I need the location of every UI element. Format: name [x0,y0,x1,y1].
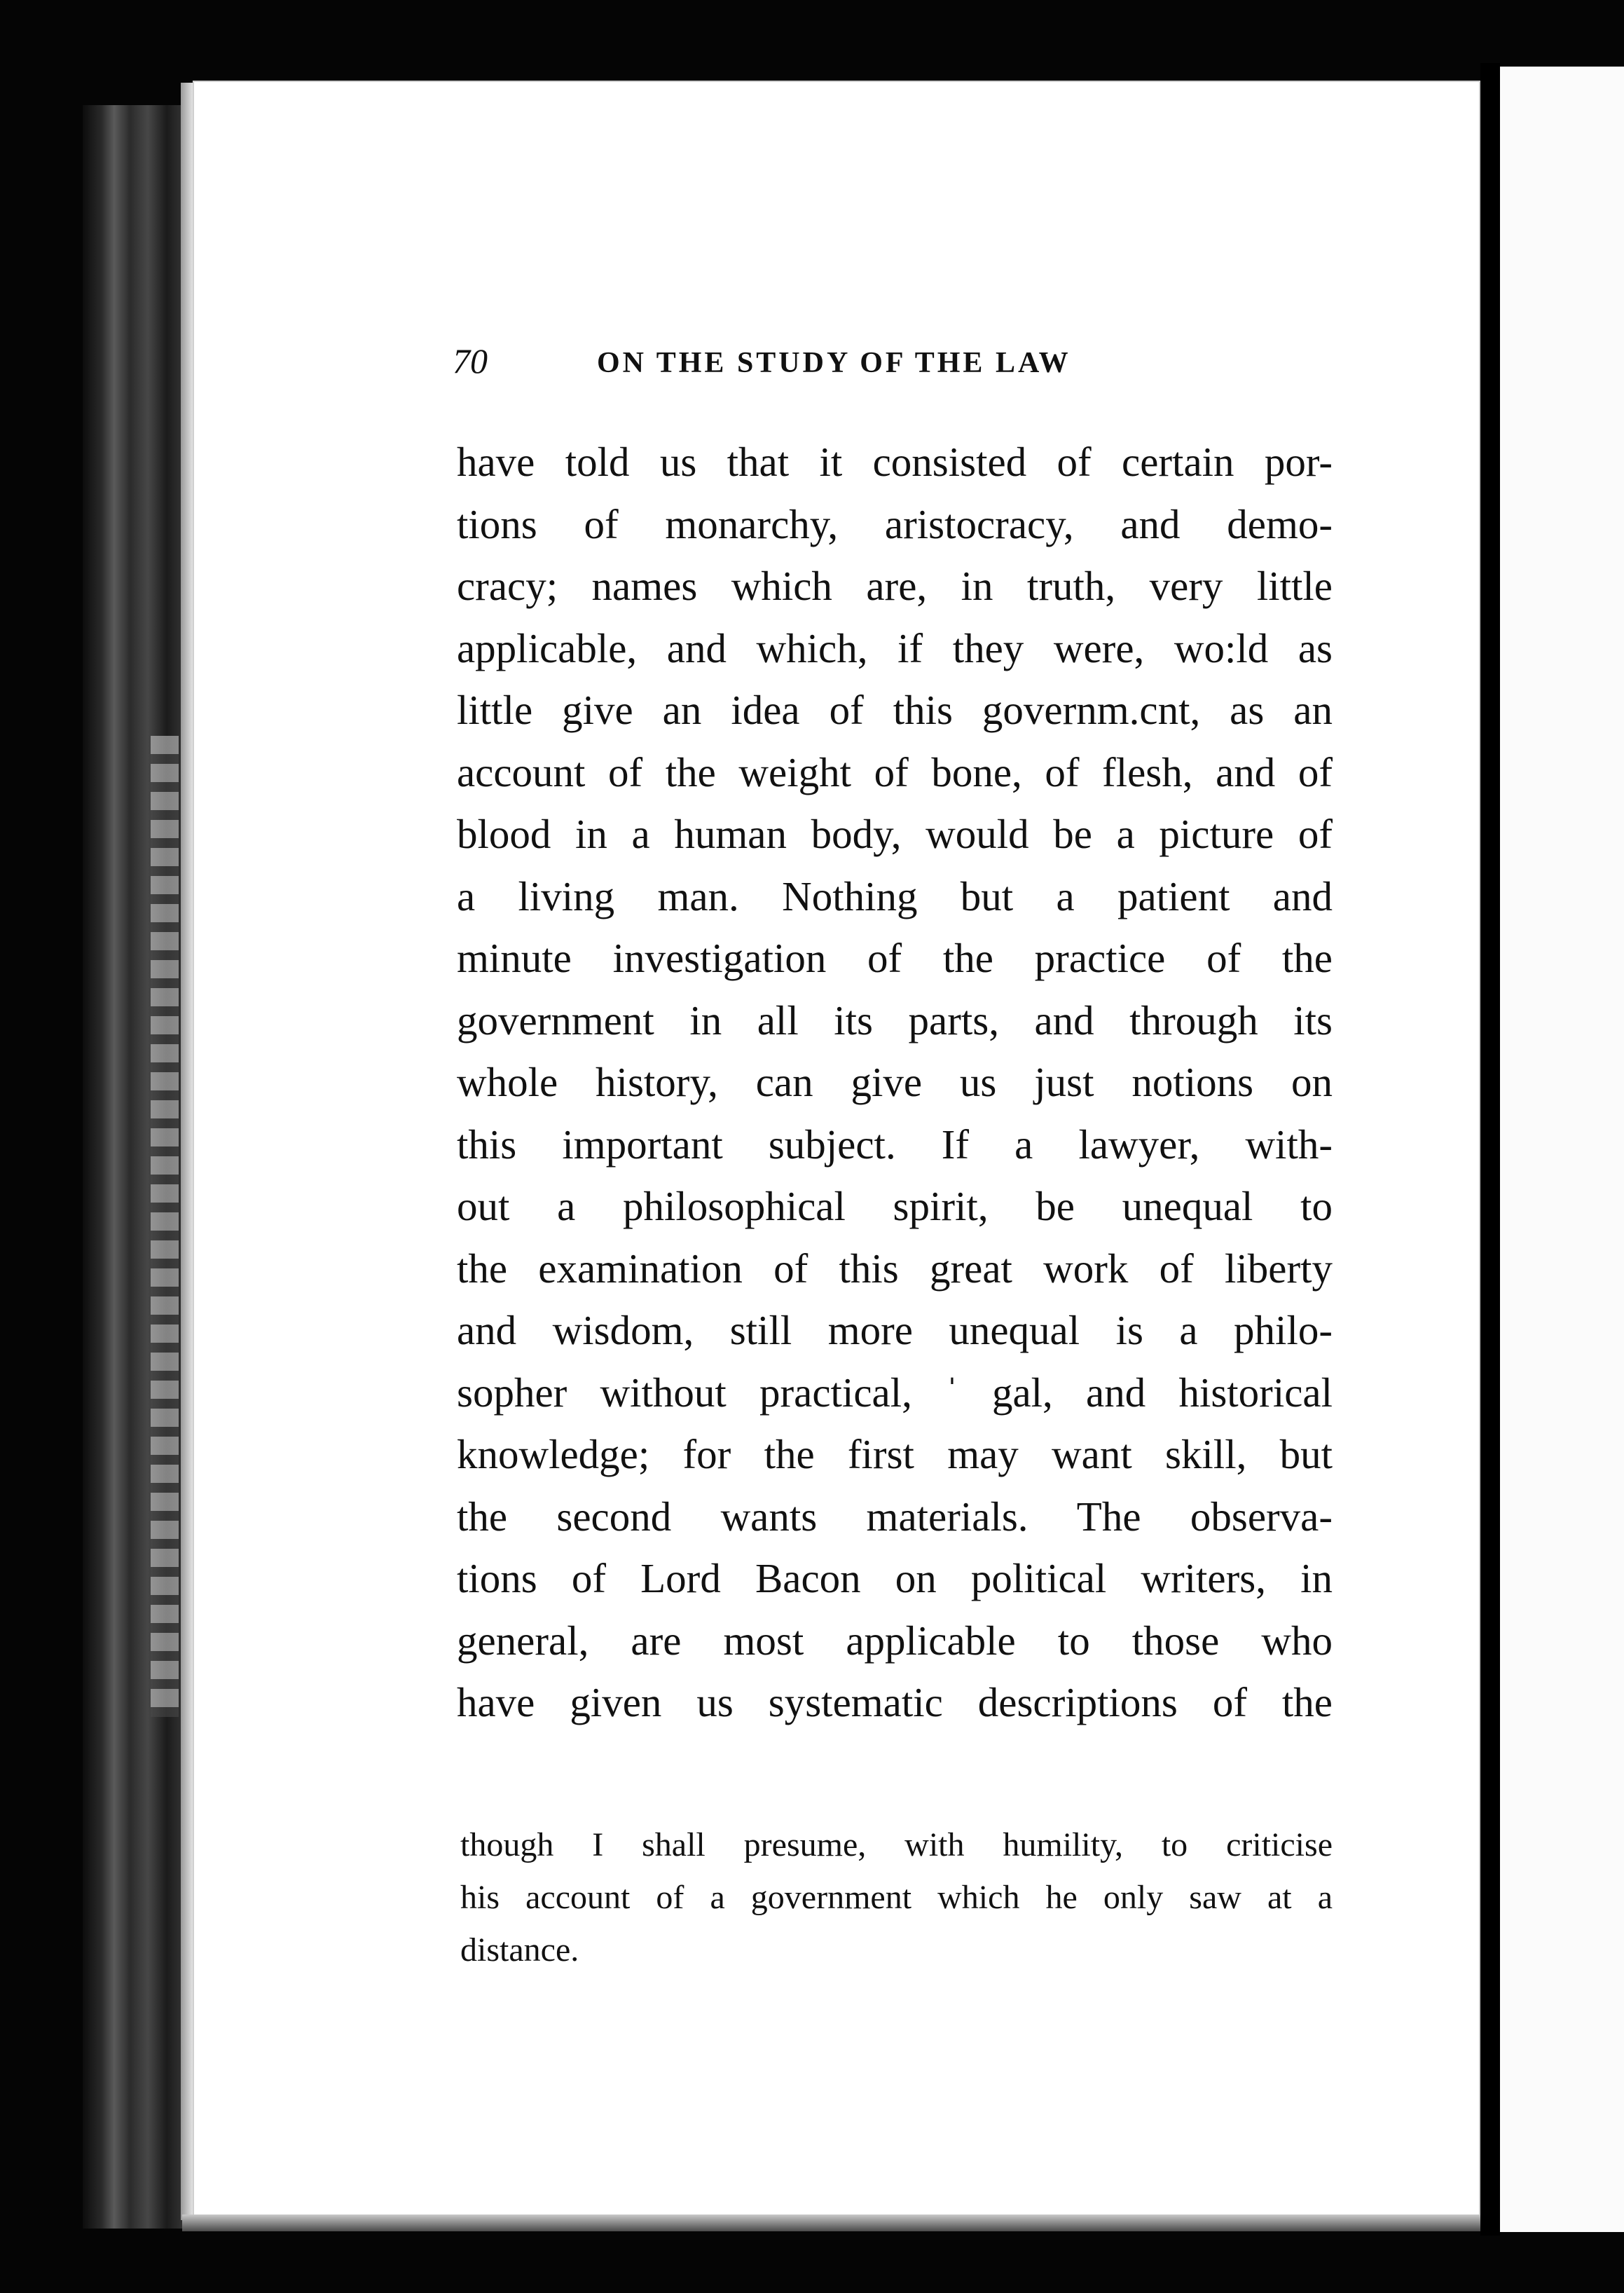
text-line: knowledge; for the first may want skill, but [457,1431,1333,1477]
text-line: whole history, can give us just notions on [457,1059,1333,1105]
text-line: this important subject. If a lawyer, with- [457,1121,1333,1168]
text-line: minute investigation of the practice of the [457,935,1333,981]
footnote-line: distance. [460,1931,579,1969]
running-title: ON THE STUDY OF THE LAW [597,347,1071,379]
text-line: sopher without practical, ˈ gal, and historical [457,1369,1333,1416]
page-number: 70 [453,341,488,381]
page-bottom-edge [182,2215,1492,2231]
text-line: the examination of this great work of liberty [457,1245,1333,1292]
spine-library-stamp [151,736,179,1717]
footnote [460,1819,1333,1976]
text-line: blood in a human body, would be a picture of [457,811,1333,857]
text-line: a living man. Nothing but a patient and [457,872,1333,919]
text-line: cracy; names which are, in truth, very little [457,563,1333,609]
facing-page-edge [1500,67,1624,2232]
page-edge [181,83,193,2220]
text-line: and wisdom, still more unequal is a philo- [457,1307,1333,1353]
footnote-line: his account of a government which he only saw at a [460,1879,1333,1916]
text-line: government in all its parts, and through its [457,997,1333,1043]
text-line: little give an idea of this governm.cnt, as an [457,687,1333,733]
footnote-line: though I shall presume, with humility, to criticise [460,1826,1333,1863]
text-line: tions of Lord Bacon on political writers, in [457,1555,1333,1601]
text-line: out a philosophical spirit, be unequal to [457,1183,1333,1229]
text-line: general, are most applicable to those who [457,1617,1333,1664]
body-text [457,431,1333,1734]
running-head [453,341,1174,390]
text-line: account of the weight of bone, of flesh, and of [457,748,1333,795]
text-line: applicable, and which, if they were, wo:ld as [457,624,1333,671]
gutter-divider [1480,63,1500,2236]
text-line: tions of monarchy, aristocracy, and demo- [457,500,1333,547]
text-line: the second wants materials. The observa- [457,1493,1333,1540]
text-line: have given us systematic descriptions of the [457,1679,1333,1725]
text-line: have told us that it consisted of certain por- [457,439,1333,485]
